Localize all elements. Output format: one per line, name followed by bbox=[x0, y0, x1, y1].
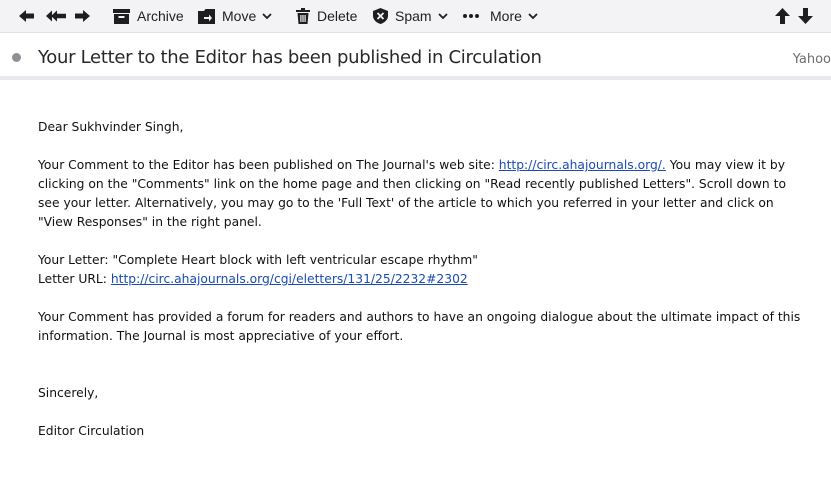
paragraph-appreciation: Your Comment has provided a forum for readers and authors to have an ongoing dialogue about the ultimate impact of this information. The Journal is most appreciative of your effort. bbox=[38, 310, 801, 343]
reply-all-button[interactable] bbox=[45, 0, 67, 32]
shield-icon bbox=[373, 8, 388, 24]
provider-label: Yahoo bbox=[792, 52, 831, 67]
more-label: More bbox=[490, 8, 522, 24]
archive-label: Archive bbox=[137, 8, 184, 24]
forward-icon bbox=[74, 9, 91, 23]
archive-button[interactable] bbox=[113, 0, 184, 32]
paragraph-published bbox=[38, 156, 808, 232]
more-button[interactable] bbox=[463, 0, 538, 32]
journal-link[interactable]: http://circ.ahajournals.org/. bbox=[498, 158, 666, 172]
letter-url-label: Letter URL: bbox=[38, 272, 111, 286]
folder-move-icon bbox=[198, 9, 215, 24]
spam-label: Spam bbox=[395, 8, 432, 24]
letter-title-line: Your Letter: "Complete Heart block with left ventricular escape rhythm" bbox=[38, 253, 478, 267]
move-label: Move bbox=[222, 8, 257, 24]
message-header bbox=[0, 32, 831, 79]
spam-button[interactable] bbox=[373, 0, 448, 32]
ellipsis-icon bbox=[463, 14, 479, 18]
message-body bbox=[38, 118, 808, 441]
letter-url-link[interactable]: http://circ.ahajournals.org/cgi/eletters/131/25/2232#2302 bbox=[110, 272, 468, 286]
read-status-dot[interactable] bbox=[12, 53, 21, 62]
move-button[interactable] bbox=[198, 0, 272, 32]
paragraph-text: Your Comment to the Editor has been published on The Journal's web site: bbox=[38, 158, 499, 172]
signature: Editor Circulation bbox=[38, 424, 145, 438]
delete-button[interactable] bbox=[296, 0, 357, 32]
reply-button[interactable] bbox=[18, 0, 35, 32]
closing: Sincerely, bbox=[38, 386, 99, 400]
forward-button[interactable] bbox=[74, 0, 91, 32]
arrow-up-icon bbox=[775, 8, 790, 24]
next-message-button[interactable] bbox=[798, 0, 813, 32]
message-subject: Your Letter to the Editor has been published in Circulation bbox=[38, 47, 542, 68]
header-divider bbox=[0, 76, 831, 80]
message-toolbar bbox=[0, 0, 831, 32]
letter-url-line bbox=[38, 270, 808, 289]
trash-icon bbox=[296, 8, 310, 24]
chevron-down-icon bbox=[262, 13, 272, 20]
delete-label: Delete bbox=[317, 8, 358, 24]
reply-icon bbox=[18, 9, 35, 23]
paragraph-text: You may view it by clicking on the "Comments" link on the home page and then clicking on "Read recently published Letters". Scroll down to see your letter. Alternatively, you may go to the 'Full Text' of the article to which you referred in your letter and click on "View Responses" in the right panel. bbox=[38, 158, 786, 229]
arrow-down-icon bbox=[798, 8, 813, 24]
reply-all-icon bbox=[45, 9, 67, 23]
previous-message-button[interactable] bbox=[775, 0, 790, 32]
greeting: Dear Sukhvinder Singh, bbox=[38, 120, 184, 134]
chevron-down-icon bbox=[438, 13, 448, 20]
archive-icon bbox=[113, 9, 130, 24]
chevron-down-icon bbox=[528, 13, 538, 20]
